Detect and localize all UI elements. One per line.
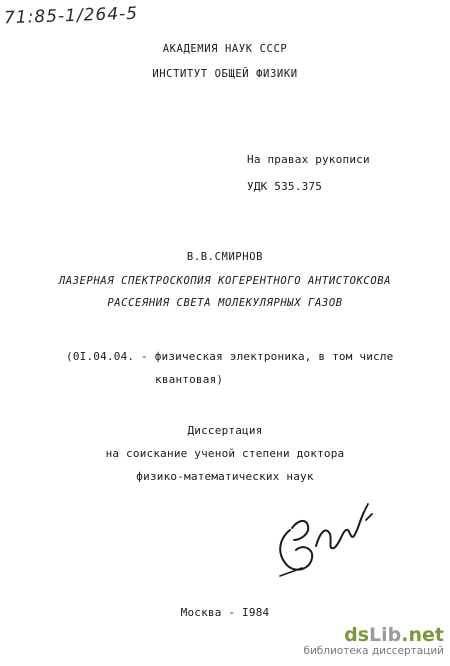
handwritten-signature	[272, 490, 382, 580]
author-name: В.В.СМИРНОВ	[186, 251, 264, 263]
place-and-year: Москва - I984	[180, 606, 270, 619]
degree-line-2: на соискание ученой степени доктора	[105, 447, 345, 460]
archive-handwritten-mark: 71:85-1/264-5	[3, 3, 139, 29]
dslib-watermark-logo	[303, 625, 444, 658]
organization-line-2: ИНСТИТУТ ОБЩЕЙ ФИЗИКИ	[152, 68, 298, 80]
udk-code: УДК 535.375	[247, 180, 323, 193]
organization-line-1: АКАДЕМИЯ НАУК СССР	[162, 43, 288, 55]
dslib-tagline: библиотека диссертаций	[303, 645, 444, 657]
degree-line-1: Диссертация	[187, 424, 263, 437]
specialty-line-2: квантовая)	[155, 373, 224, 386]
specialty-line-1: (0I.04.04. - физическая электроника, в том числе	[66, 350, 394, 363]
dissertation-title-line-2: РАССЕЯНИЯ СВЕТА МОЛЕКУЛЯРНЫХ ГАЗОВ	[107, 297, 343, 309]
dissertation-title-line-1: ЛАЗЕРНАЯ СПЕКТРОСКОПИЯ КОГЕРЕНТНОГО АНТИСТОКСОВА	[58, 275, 392, 287]
dslib-brand: dsLib.net	[344, 624, 444, 646]
degree-line-3: физико-математических наук	[136, 470, 314, 483]
manuscript-rights-note: На правах рукописи	[247, 153, 370, 166]
